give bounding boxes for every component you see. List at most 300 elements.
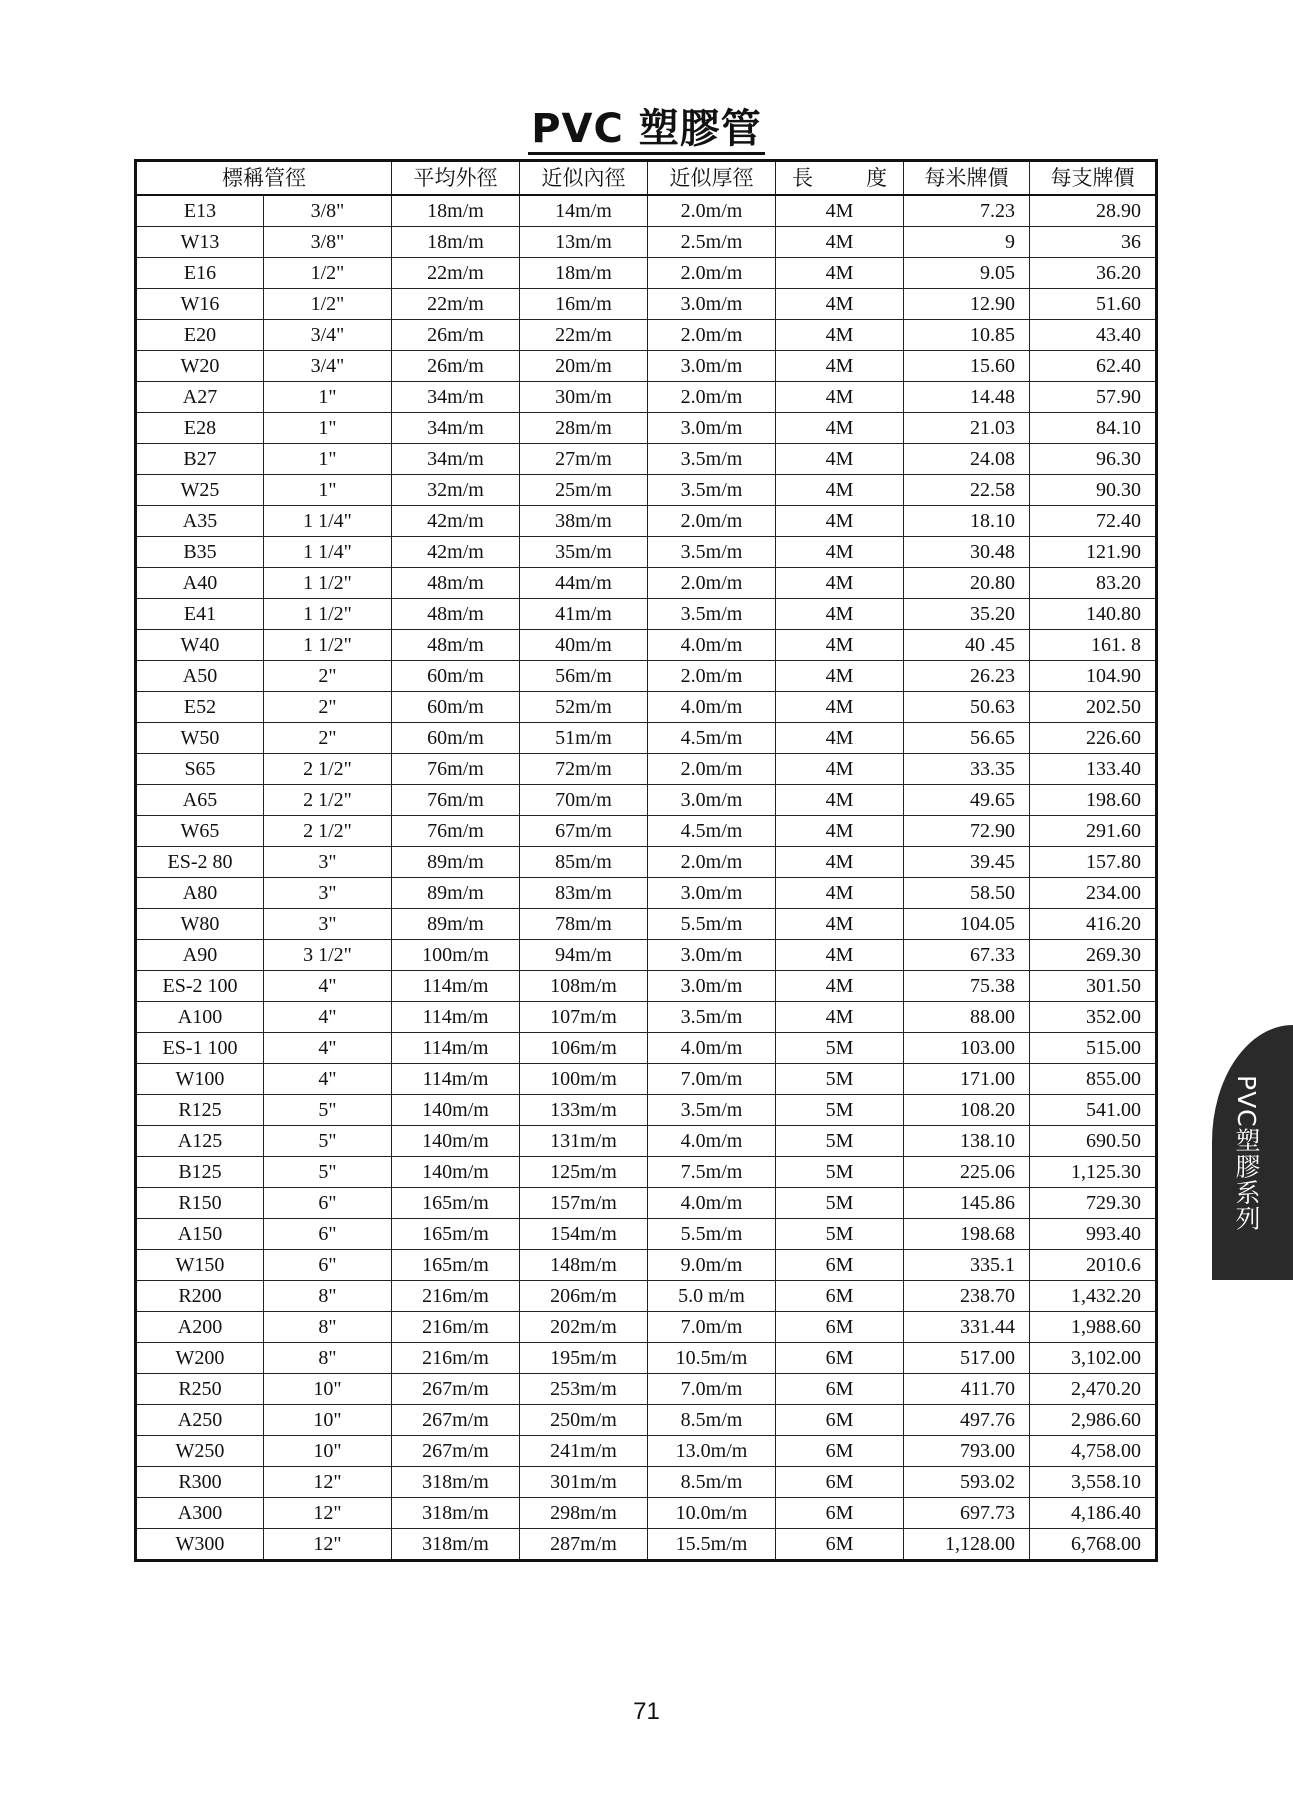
cell-code: A150 xyxy=(136,1219,264,1250)
cell-thickness: 3.5m/m xyxy=(648,1095,776,1126)
cell-size: 1" xyxy=(264,382,392,413)
table-row xyxy=(136,1374,1157,1405)
cell-thickness: 7.0m/m xyxy=(648,1374,776,1405)
cell-thickness: 13.0m/m xyxy=(648,1436,776,1467)
cell-price-per-pipe: 269.30 xyxy=(1030,940,1157,971)
cell-length: 6M xyxy=(776,1281,904,1312)
table-body xyxy=(136,195,1157,1561)
cell-thickness: 3.0m/m xyxy=(648,289,776,320)
table-row xyxy=(136,1157,1157,1188)
cell-price-per-meter: 103.00 xyxy=(904,1033,1030,1064)
cell-length: 4M xyxy=(776,506,904,537)
cell-price-per-pipe: 416.20 xyxy=(1030,909,1157,940)
cell-price-per-pipe: 198.60 xyxy=(1030,785,1157,816)
cell-price-per-meter: 1,128.00 xyxy=(904,1529,1030,1561)
cell-price-per-meter: 9 xyxy=(904,227,1030,258)
title-text: PVC 塑膠管 xyxy=(528,106,765,155)
cell-price-per-pipe: 541.00 xyxy=(1030,1095,1157,1126)
table-row xyxy=(136,227,1157,258)
cell-thickness: 3.5m/m xyxy=(648,537,776,568)
cell-outer-diameter: 22m/m xyxy=(392,258,520,289)
cell-thickness: 2.0m/m xyxy=(648,568,776,599)
cell-code: W16 xyxy=(136,289,264,320)
cell-code: W65 xyxy=(136,816,264,847)
cell-size: 10" xyxy=(264,1405,392,1436)
cell-length: 5M xyxy=(776,1188,904,1219)
cell-inner-diameter: 195m/m xyxy=(520,1343,648,1374)
cell-price-per-meter: 24.08 xyxy=(904,444,1030,475)
cell-inner-diameter: 108m/m xyxy=(520,971,648,1002)
table-row xyxy=(136,1219,1157,1250)
table-row xyxy=(136,940,1157,971)
cell-price-per-meter: 56.65 xyxy=(904,723,1030,754)
cell-code: A250 xyxy=(136,1405,264,1436)
cell-thickness: 2.0m/m xyxy=(648,506,776,537)
cell-code: E41 xyxy=(136,599,264,630)
table-row xyxy=(136,351,1157,382)
cell-size: 3/4" xyxy=(264,351,392,382)
cell-size: 3" xyxy=(264,909,392,940)
cell-thickness: 5.5m/m xyxy=(648,1219,776,1250)
cell-outer-diameter: 22m/m xyxy=(392,289,520,320)
cell-length: 4M xyxy=(776,413,904,444)
cell-outer-diameter: 216m/m xyxy=(392,1312,520,1343)
table-row xyxy=(136,1467,1157,1498)
cell-size: 8" xyxy=(264,1281,392,1312)
cell-code: B27 xyxy=(136,444,264,475)
cell-price-per-meter: 517.00 xyxy=(904,1343,1030,1374)
cell-outer-diameter: 318m/m xyxy=(392,1529,520,1561)
cell-thickness: 3.5m/m xyxy=(648,1002,776,1033)
cell-code: R200 xyxy=(136,1281,264,1312)
cell-price-per-meter: 40 .45 xyxy=(904,630,1030,661)
cell-length: 4M xyxy=(776,289,904,320)
cell-thickness: 2.0m/m xyxy=(648,195,776,227)
cell-inner-diameter: 133m/m xyxy=(520,1095,648,1126)
cell-inner-diameter: 18m/m xyxy=(520,258,648,289)
cell-outer-diameter: 165m/m xyxy=(392,1250,520,1281)
table-row xyxy=(136,475,1157,506)
cell-length: 4M xyxy=(776,785,904,816)
cell-inner-diameter: 52m/m xyxy=(520,692,648,723)
cell-price-per-meter: 26.23 xyxy=(904,661,1030,692)
cell-size: 5" xyxy=(264,1157,392,1188)
cell-thickness: 9.0m/m xyxy=(648,1250,776,1281)
cell-price-per-meter: 49.65 xyxy=(904,785,1030,816)
cell-price-per-pipe: 157.80 xyxy=(1030,847,1157,878)
cell-outer-diameter: 89m/m xyxy=(392,847,520,878)
cell-code: E16 xyxy=(136,258,264,289)
cell-price-per-pipe: 72.40 xyxy=(1030,506,1157,537)
cell-thickness: 2.0m/m xyxy=(648,661,776,692)
cell-length: 5M xyxy=(776,1064,904,1095)
cell-inner-diameter: 20m/m xyxy=(520,351,648,382)
cell-thickness: 2.0m/m xyxy=(648,754,776,785)
cell-outer-diameter: 34m/m xyxy=(392,382,520,413)
cell-inner-diameter: 51m/m xyxy=(520,723,648,754)
cell-price-per-meter: 33.35 xyxy=(904,754,1030,785)
table-row xyxy=(136,1095,1157,1126)
cell-code: ES-1 100 xyxy=(136,1033,264,1064)
cell-outer-diameter: 165m/m xyxy=(392,1219,520,1250)
cell-price-per-meter: 75.38 xyxy=(904,971,1030,1002)
cell-price-per-pipe: 36.20 xyxy=(1030,258,1157,289)
cell-outer-diameter: 60m/m xyxy=(392,661,520,692)
table-row xyxy=(136,444,1157,475)
table-row xyxy=(136,599,1157,630)
cell-thickness: 3.0m/m xyxy=(648,413,776,444)
cell-length: 4M xyxy=(776,630,904,661)
table-row xyxy=(136,630,1157,661)
cell-outer-diameter: 32m/m xyxy=(392,475,520,506)
cell-size: 3" xyxy=(264,847,392,878)
cell-inner-diameter: 35m/m xyxy=(520,537,648,568)
cell-price-per-meter: 138.10 xyxy=(904,1126,1030,1157)
cell-outer-diameter: 60m/m xyxy=(392,723,520,754)
cell-code: W25 xyxy=(136,475,264,506)
cell-length: 6M xyxy=(776,1374,904,1405)
cell-length: 4M xyxy=(776,195,904,227)
cell-inner-diameter: 100m/m xyxy=(520,1064,648,1095)
cell-price-per-pipe: 3,102.00 xyxy=(1030,1343,1157,1374)
cell-price-per-pipe: 301.50 xyxy=(1030,971,1157,1002)
cell-price-per-pipe: 84.10 xyxy=(1030,413,1157,444)
cell-inner-diameter: 301m/m xyxy=(520,1467,648,1498)
cell-inner-diameter: 78m/m xyxy=(520,909,648,940)
cell-price-per-pipe: 291.60 xyxy=(1030,816,1157,847)
cell-length: 4M xyxy=(776,940,904,971)
cell-code: R125 xyxy=(136,1095,264,1126)
cell-size: 2 1/2" xyxy=(264,754,392,785)
cell-inner-diameter: 25m/m xyxy=(520,475,648,506)
cell-code: E28 xyxy=(136,413,264,444)
cell-thickness: 3.0m/m xyxy=(648,785,776,816)
cell-price-per-meter: 18.10 xyxy=(904,506,1030,537)
cell-outer-diameter: 318m/m xyxy=(392,1498,520,1529)
cell-code: E13 xyxy=(136,195,264,227)
cell-inner-diameter: 28m/m xyxy=(520,413,648,444)
cell-price-per-meter: 22.58 xyxy=(904,475,1030,506)
cell-price-per-pipe: 36 xyxy=(1030,227,1157,258)
cell-length: 4M xyxy=(776,692,904,723)
cell-code: W300 xyxy=(136,1529,264,1561)
cell-thickness: 3.5m/m xyxy=(648,475,776,506)
cell-code: B125 xyxy=(136,1157,264,1188)
cell-inner-diameter: 41m/m xyxy=(520,599,648,630)
cell-price-per-pipe: 2,986.60 xyxy=(1030,1405,1157,1436)
cell-price-per-meter: 593.02 xyxy=(904,1467,1030,1498)
cell-price-per-meter: 411.70 xyxy=(904,1374,1030,1405)
cell-price-per-pipe: 855.00 xyxy=(1030,1064,1157,1095)
cell-price-per-pipe: 2010.6 xyxy=(1030,1250,1157,1281)
table-row xyxy=(136,1405,1157,1436)
cell-price-per-pipe: 690.50 xyxy=(1030,1126,1157,1157)
cell-outer-diameter: 267m/m xyxy=(392,1374,520,1405)
cell-size: 4" xyxy=(264,1033,392,1064)
cell-length: 6M xyxy=(776,1529,904,1561)
header-inner-diameter: 近似內徑 xyxy=(520,161,648,196)
cell-size: 3/4" xyxy=(264,320,392,351)
cell-thickness: 3.0m/m xyxy=(648,940,776,971)
cell-outer-diameter: 140m/m xyxy=(392,1095,520,1126)
cell-length: 4M xyxy=(776,754,904,785)
cell-size: 4" xyxy=(264,1002,392,1033)
cell-outer-diameter: 114m/m xyxy=(392,971,520,1002)
cell-size: 3" xyxy=(264,878,392,909)
cell-price-per-pipe: 4,758.00 xyxy=(1030,1436,1157,1467)
table-row xyxy=(136,971,1157,1002)
header-thickness: 近似厚徑 xyxy=(648,161,776,196)
cell-size: 1 1/2" xyxy=(264,599,392,630)
cell-size: 5" xyxy=(264,1095,392,1126)
cell-price-per-meter: 225.06 xyxy=(904,1157,1030,1188)
cell-price-per-meter: 145.86 xyxy=(904,1188,1030,1219)
header-price-per-pipe: 每支牌價 xyxy=(1030,161,1157,196)
cell-length: 6M xyxy=(776,1312,904,1343)
cell-price-per-pipe: 6,768.00 xyxy=(1030,1529,1157,1561)
header-length: 長 度 xyxy=(776,161,904,196)
cell-price-per-meter: 88.00 xyxy=(904,1002,1030,1033)
cell-thickness: 5.0 m/m xyxy=(648,1281,776,1312)
cell-code: W40 xyxy=(136,630,264,661)
cell-length: 4M xyxy=(776,909,904,940)
cell-size: 2" xyxy=(264,723,392,754)
cell-outer-diameter: 48m/m xyxy=(392,630,520,661)
cell-length: 4M xyxy=(776,382,904,413)
cell-code: W200 xyxy=(136,1343,264,1374)
cell-code: W150 xyxy=(136,1250,264,1281)
cell-length: 4M xyxy=(776,568,904,599)
cell-code: W13 xyxy=(136,227,264,258)
cell-price-per-meter: 50.63 xyxy=(904,692,1030,723)
cell-price-per-meter: 9.05 xyxy=(904,258,1030,289)
cell-inner-diameter: 16m/m xyxy=(520,289,648,320)
cell-outer-diameter: 114m/m xyxy=(392,1002,520,1033)
cell-code: R300 xyxy=(136,1467,264,1498)
cell-length: 4M xyxy=(776,599,904,630)
cell-inner-diameter: 154m/m xyxy=(520,1219,648,1250)
cell-inner-diameter: 298m/m xyxy=(520,1498,648,1529)
cell-price-per-pipe: 28.90 xyxy=(1030,195,1157,227)
cell-price-per-meter: 171.00 xyxy=(904,1064,1030,1095)
cell-inner-diameter: 157m/m xyxy=(520,1188,648,1219)
cell-outer-diameter: 48m/m xyxy=(392,599,520,630)
cell-price-per-pipe: 352.00 xyxy=(1030,1002,1157,1033)
cell-thickness: 2.0m/m xyxy=(648,258,776,289)
cell-size: 10" xyxy=(264,1374,392,1405)
cell-inner-diameter: 40m/m xyxy=(520,630,648,661)
cell-price-per-meter: 30.48 xyxy=(904,537,1030,568)
header-nominal-size: 標稱管徑 xyxy=(136,161,392,196)
cell-outer-diameter: 89m/m xyxy=(392,878,520,909)
cell-outer-diameter: 42m/m xyxy=(392,537,520,568)
cell-price-per-pipe: 4,186.40 xyxy=(1030,1498,1157,1529)
cell-outer-diameter: 26m/m xyxy=(392,320,520,351)
cell-thickness: 2.0m/m xyxy=(648,320,776,351)
cell-outer-diameter: 42m/m xyxy=(392,506,520,537)
cell-price-per-pipe: 993.40 xyxy=(1030,1219,1157,1250)
cell-outer-diameter: 114m/m xyxy=(392,1033,520,1064)
cell-price-per-pipe: 90.30 xyxy=(1030,475,1157,506)
cell-price-per-pipe: 226.60 xyxy=(1030,723,1157,754)
cell-length: 4M xyxy=(776,258,904,289)
cell-price-per-meter: 7.23 xyxy=(904,195,1030,227)
cell-thickness: 8.5m/m xyxy=(648,1467,776,1498)
cell-outer-diameter: 89m/m xyxy=(392,909,520,940)
cell-size: 4" xyxy=(264,971,392,1002)
cell-code: A35 xyxy=(136,506,264,537)
cell-thickness: 4.0m/m xyxy=(648,1033,776,1064)
cell-code: A100 xyxy=(136,1002,264,1033)
cell-size: 3/8" xyxy=(264,227,392,258)
page-title xyxy=(0,104,1293,154)
cell-size: 8" xyxy=(264,1312,392,1343)
cell-size: 8" xyxy=(264,1343,392,1374)
cell-price-per-meter: 12.90 xyxy=(904,289,1030,320)
cell-inner-diameter: 94m/m xyxy=(520,940,648,971)
cell-price-per-pipe: 121.90 xyxy=(1030,537,1157,568)
table-row xyxy=(136,1281,1157,1312)
cell-outer-diameter: 114m/m xyxy=(392,1064,520,1095)
cell-inner-diameter: 206m/m xyxy=(520,1281,648,1312)
cell-code: A125 xyxy=(136,1126,264,1157)
table-row xyxy=(136,289,1157,320)
cell-thickness: 2.0m/m xyxy=(648,847,776,878)
cell-length: 5M xyxy=(776,1033,904,1064)
cell-length: 6M xyxy=(776,1343,904,1374)
cell-inner-diameter: 253m/m xyxy=(520,1374,648,1405)
cell-code: W100 xyxy=(136,1064,264,1095)
cell-price-per-pipe: 3,558.10 xyxy=(1030,1467,1157,1498)
cell-price-per-pipe: 2,470.20 xyxy=(1030,1374,1157,1405)
cell-inner-diameter: 250m/m xyxy=(520,1405,648,1436)
cell-inner-diameter: 202m/m xyxy=(520,1312,648,1343)
cell-length: 4M xyxy=(776,351,904,382)
cell-price-per-meter: 697.73 xyxy=(904,1498,1030,1529)
cell-inner-diameter: 38m/m xyxy=(520,506,648,537)
cell-code: A90 xyxy=(136,940,264,971)
table-row xyxy=(136,1002,1157,1033)
cell-size: 1" xyxy=(264,444,392,475)
cell-code: W20 xyxy=(136,351,264,382)
cell-price-per-meter: 14.48 xyxy=(904,382,1030,413)
cell-outer-diameter: 267m/m xyxy=(392,1405,520,1436)
table-row xyxy=(136,909,1157,940)
cell-thickness: 7.5m/m xyxy=(648,1157,776,1188)
cell-inner-diameter: 70m/m xyxy=(520,785,648,816)
cell-code: A300 xyxy=(136,1498,264,1529)
cell-size: 5" xyxy=(264,1126,392,1157)
table-row xyxy=(136,1436,1157,1467)
cell-length: 5M xyxy=(776,1219,904,1250)
table-row xyxy=(136,692,1157,723)
cell-inner-diameter: 72m/m xyxy=(520,754,648,785)
cell-size: 1/2" xyxy=(264,289,392,320)
cell-outer-diameter: 76m/m xyxy=(392,816,520,847)
cell-length: 5M xyxy=(776,1126,904,1157)
cell-size: 1 1/4" xyxy=(264,537,392,568)
cell-price-per-pipe: 729.30 xyxy=(1030,1188,1157,1219)
table-row xyxy=(136,785,1157,816)
cell-size: 12" xyxy=(264,1467,392,1498)
table-row xyxy=(136,1250,1157,1281)
cell-code: R150 xyxy=(136,1188,264,1219)
cell-outer-diameter: 267m/m xyxy=(392,1436,520,1467)
cell-size: 2" xyxy=(264,661,392,692)
cell-length: 6M xyxy=(776,1250,904,1281)
cell-length: 4M xyxy=(776,444,904,475)
cell-thickness: 4.0m/m xyxy=(648,1126,776,1157)
cell-outer-diameter: 318m/m xyxy=(392,1467,520,1498)
cell-price-per-meter: 104.05 xyxy=(904,909,1030,940)
table-row xyxy=(136,382,1157,413)
cell-code: W250 xyxy=(136,1436,264,1467)
cell-length: 4M xyxy=(776,878,904,909)
cell-price-per-meter: 331.44 xyxy=(904,1312,1030,1343)
table-row xyxy=(136,878,1157,909)
table-row xyxy=(136,1529,1157,1561)
table-row xyxy=(136,723,1157,754)
cell-code: ES-2 100 xyxy=(136,971,264,1002)
cell-code: ES-2 80 xyxy=(136,847,264,878)
cell-length: 5M xyxy=(776,1157,904,1188)
cell-thickness: 15.5m/m xyxy=(648,1529,776,1561)
cell-size: 4" xyxy=(264,1064,392,1095)
cell-outer-diameter: 216m/m xyxy=(392,1281,520,1312)
cell-price-per-meter: 198.68 xyxy=(904,1219,1030,1250)
cell-outer-diameter: 216m/m xyxy=(392,1343,520,1374)
cell-code: A65 xyxy=(136,785,264,816)
cell-length: 4M xyxy=(776,661,904,692)
cell-thickness: 4.0m/m xyxy=(648,630,776,661)
cell-length: 4M xyxy=(776,475,904,506)
cell-inner-diameter: 30m/m xyxy=(520,382,648,413)
cell-code: A200 xyxy=(136,1312,264,1343)
cell-price-per-meter: 108.20 xyxy=(904,1095,1030,1126)
cell-thickness: 10.5m/m xyxy=(648,1343,776,1374)
cell-size: 10" xyxy=(264,1436,392,1467)
cell-inner-diameter: 125m/m xyxy=(520,1157,648,1188)
cell-outer-diameter: 34m/m xyxy=(392,444,520,475)
cell-price-per-pipe: 62.40 xyxy=(1030,351,1157,382)
cell-outer-diameter: 165m/m xyxy=(392,1188,520,1219)
cell-code: A80 xyxy=(136,878,264,909)
cell-thickness: 8.5m/m xyxy=(648,1405,776,1436)
cell-size: 2 1/2" xyxy=(264,785,392,816)
side-tab-label: PVC塑膠系列 xyxy=(1232,1075,1261,1232)
cell-inner-diameter: 22m/m xyxy=(520,320,648,351)
cell-code: A40 xyxy=(136,568,264,599)
cell-price-per-pipe: 1,988.60 xyxy=(1030,1312,1157,1343)
cell-code: W80 xyxy=(136,909,264,940)
cell-outer-diameter: 18m/m xyxy=(392,227,520,258)
cell-thickness: 2.5m/m xyxy=(648,227,776,258)
cell-inner-diameter: 241m/m xyxy=(520,1436,648,1467)
cell-code: A50 xyxy=(136,661,264,692)
table-row xyxy=(136,413,1157,444)
cell-price-per-meter: 335.1 xyxy=(904,1250,1030,1281)
cell-length: 6M xyxy=(776,1436,904,1467)
cell-price-per-meter: 15.60 xyxy=(904,351,1030,382)
table-row xyxy=(136,847,1157,878)
cell-thickness: 3.5m/m xyxy=(648,444,776,475)
cell-inner-diameter: 131m/m xyxy=(520,1126,648,1157)
cell-code: A27 xyxy=(136,382,264,413)
cell-outer-diameter: 76m/m xyxy=(392,785,520,816)
cell-thickness: 3.0m/m xyxy=(648,351,776,382)
cell-thickness: 7.0m/m xyxy=(648,1312,776,1343)
cell-inner-diameter: 44m/m xyxy=(520,568,648,599)
